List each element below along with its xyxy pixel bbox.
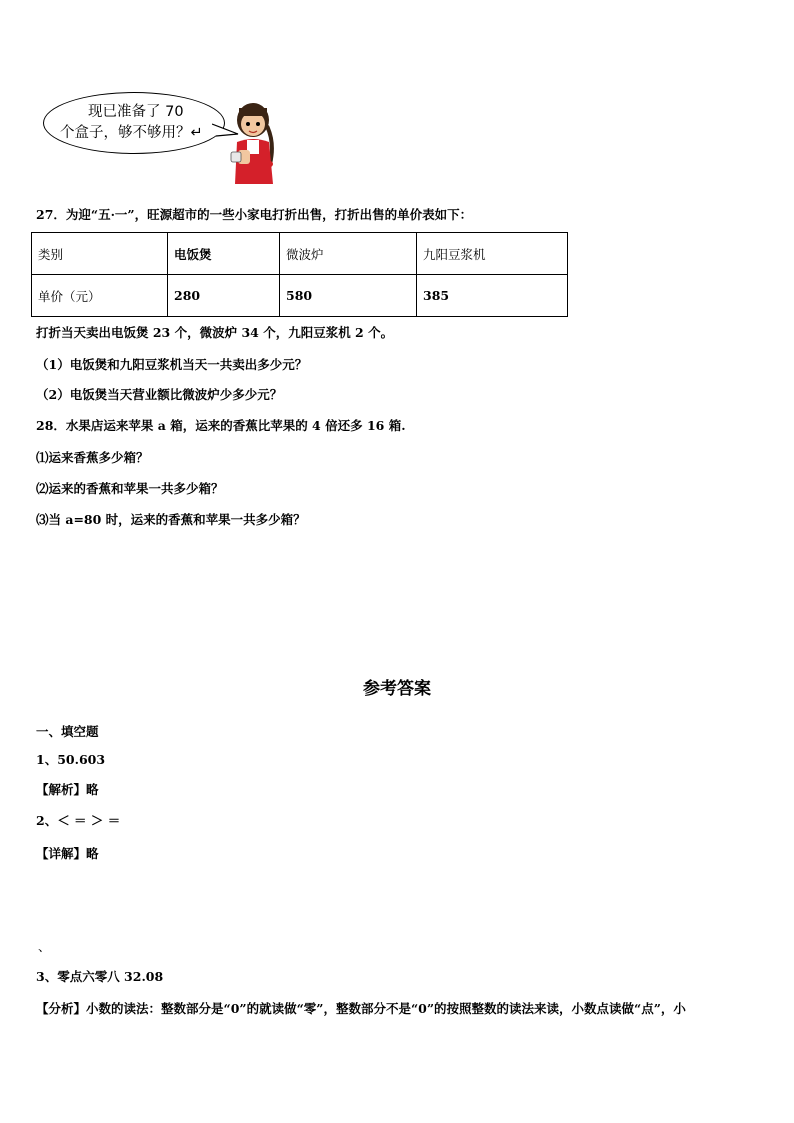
speech-text-line2: 个盒子，够不够用？↵ [60,125,203,141]
table-cell: 580 [280,275,417,317]
section-title: 一、填空题 [36,724,99,739]
price-table [31,232,568,317]
stray-mark: 、 [38,939,51,954]
answer-3: 3、零点六零八 32.08 [36,969,164,984]
table-cell: 280 [168,275,280,317]
table-cell: 电饭煲 [168,233,280,275]
answer-1: 1、50.603 [36,752,106,767]
q28-subquestion-1: ⑴运来香蕉多少箱？ [36,450,149,465]
table-cell: 单价（元） [32,275,168,317]
q27-subquestion-1: （1）电饭煲和九阳豆浆机当天一共卖出多少元？ [36,357,308,372]
answer-1-note: 【解析】略 [36,782,99,797]
answer-2-note: 【详解】略 [36,846,99,861]
table-cell: 九阳豆浆机 [417,233,568,275]
answer-2: 2、＜ ＝ ＞ ＝ [36,813,121,828]
table-cell: 385 [417,275,568,317]
table-row [32,233,568,275]
q27-subquestion-2: （2）电饭煲当天营业额比微波炉少多少元？ [36,387,283,402]
table-row [32,275,568,317]
q28-subquestion-2: ⑵运来的香蕉和苹果一共多少箱？ [36,481,224,496]
q28-subquestion-3: ⑶当 a=80 时，运来的香蕉和苹果一共多少箱？ [36,512,306,527]
girl-illustration [225,98,283,190]
q28-intro: 28．水果店运来苹果 a 箱，运来的香蕉比苹果的 4 倍还多 16 箱. [36,418,406,433]
q27-intro: 27．为迎“五·一”，旺源超市的一些小家电打折出售，打折出售的单价表如下： [36,207,473,222]
answer-3-note: 【分析】小数的读法：整数部分是“0”的就读做“零”，整数部分不是“0”的按照整数的读法来读，小数点读做“点”，小 [36,1001,686,1016]
table-cell: 类别 [32,233,168,275]
q27-sales: 打折当天卖出电饭煲 23 个，微波炉 34 个，九阳豆浆机 2 个。 [36,325,394,340]
table-cell: 微波炉 [280,233,417,275]
answers-heading: 参考答案 [363,679,431,699]
speech-text-line1: 现已准备了 70 [88,104,184,120]
